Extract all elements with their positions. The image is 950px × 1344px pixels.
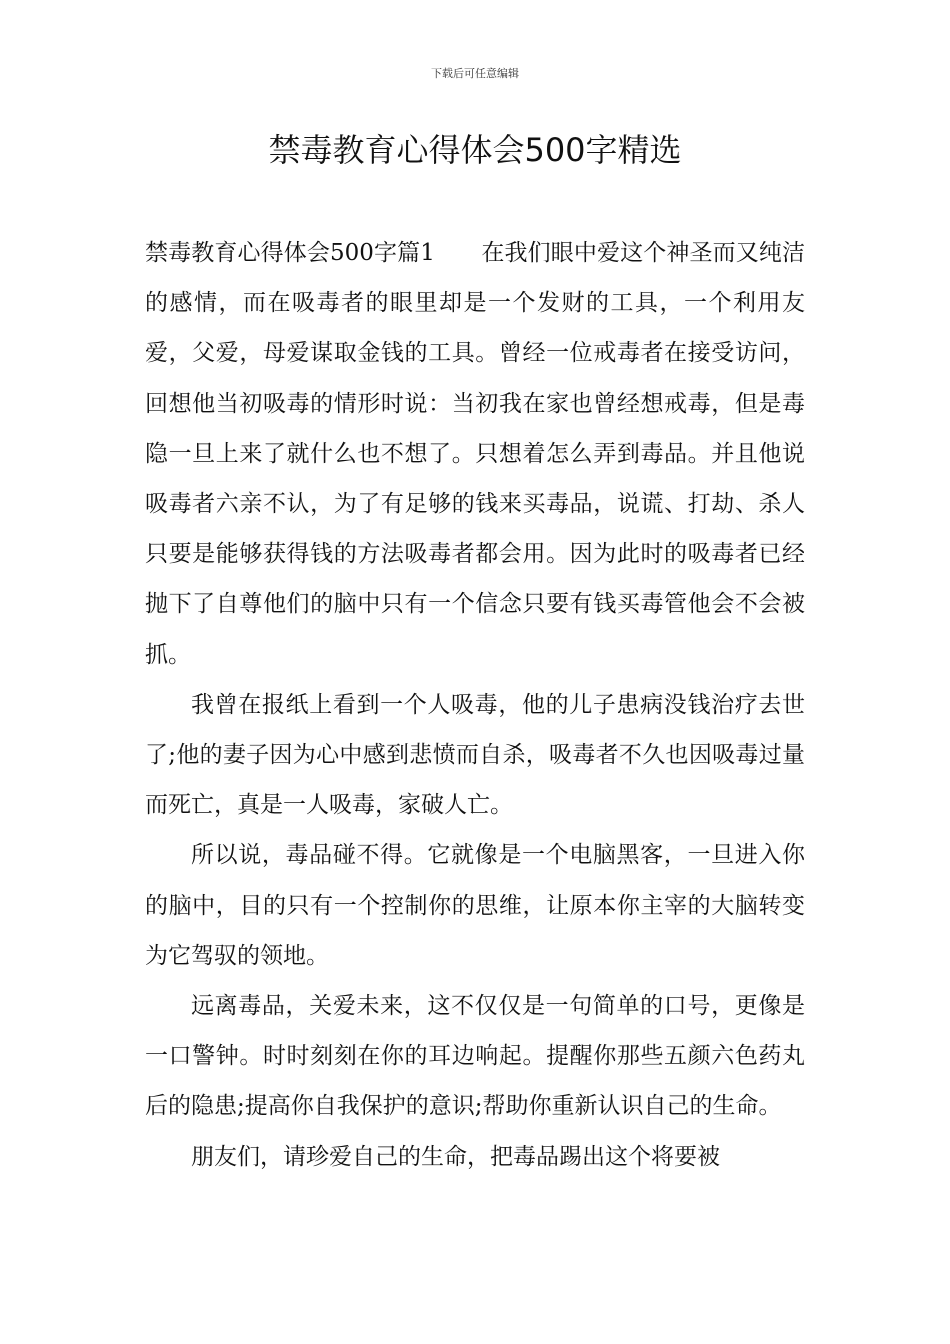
paragraph-1: 禁毒教育心得体会500字篇1 在我们眼中爱这个神圣而又纯洁的感情，而在吸毒者的眼里却是一个发财的工具，一个利用友爱，父爱，母爱谋取金钱的工具。曾经一位戒毒者在接受访问，回想他当初吸毒的情形时说：当初我在家也曾经想戒毒，但是毒隐一旦上来了就什么也不想了。只想着怎么弄到毒品。并且他说吸毒者六亲不认，为了有足够的钱来买毒品，说谎、打劫、杀人只要是能够获得钱的方法吸毒者都会用。因为此时的吸毒者已经抛下了自尊他们的脑中只有一个信念只要有钱买毒管他会不会被抓。: [145, 240, 805, 668]
paragraph-5: 朋友们，请珍爱自己的生命，把毒品踢出这个将要被: [191, 1143, 720, 1170]
document-title: 禁毒教育心得体会500字精选: [268, 131, 682, 169]
document-body: [145, 228, 805, 1182]
header-note: 下载后可任意编辑: [431, 67, 519, 80]
paragraph-4: 远离毒品，关爱未来，这不仅仅是一句简单的口号，更像是一口警钟。时时刻刻在你的耳边响起。提醒你那些五颜六色药丸后的隐患;提高你自我保护的意识;帮助你重新认识自己的生命。: [145, 993, 805, 1120]
paragraph-3: 所以说，毒品碰不得。它就像是一个电脑黑客，一旦进入你的脑中，目的只有一个控制你的思维，让原本你主宰的大脑转变为它驾驭的领地。: [145, 842, 805, 969]
paragraph-2: 我曾在报纸上看到一个人吸毒，他的儿子患病没钱治疗去世了;他的妻子因为心中感到悲愤而自杀，吸毒者不久也因吸毒过量而死亡，真是一人吸毒，家破人亡。: [145, 691, 805, 819]
